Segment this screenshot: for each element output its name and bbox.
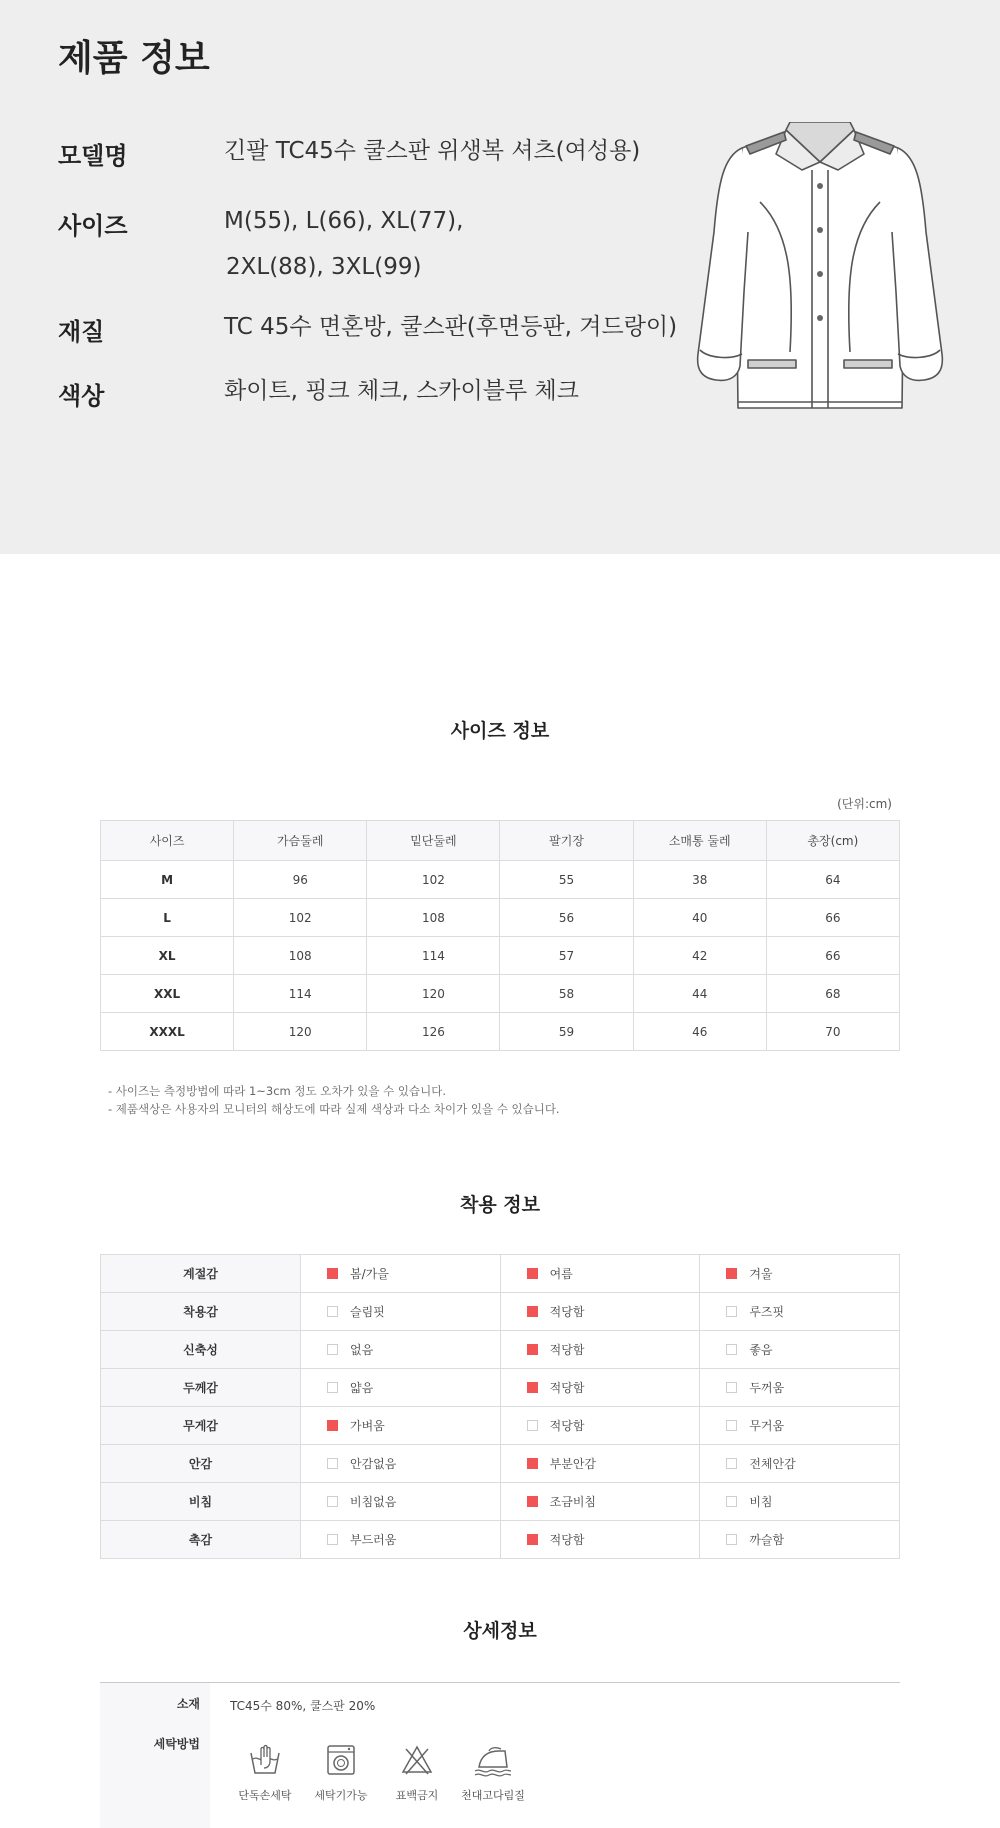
size-cell: M [101,861,234,899]
size-cell: 114 [234,975,367,1013]
fit-option [500,1255,700,1293]
unchecked-square-icon [726,1382,737,1393]
care-caption: 단독손세탁 [238,1789,292,1802]
unchecked-square-icon [726,1458,737,1469]
fit-option-label: 루즈핏 [749,1305,785,1319]
unchecked-square-icon [726,1420,737,1431]
care-caption: 세탁기가능 [314,1789,368,1802]
size-cell: 70 [766,1013,899,1051]
size-cell: 108 [234,937,367,975]
washing-machine-icon [324,1743,358,1777]
jacket-illustration [690,122,950,414]
fit-option [301,1255,501,1293]
table-row [101,1445,900,1483]
fit-table [100,1254,900,1559]
size-table-header: 팔기장 [500,821,633,861]
table-row [101,861,900,899]
care-caption: 천대고다림질 [461,1789,525,1802]
table-row [101,975,900,1013]
unchecked-square-icon [327,1458,338,1469]
size-cell: 102 [367,861,500,899]
checked-square-icon [327,1420,338,1431]
table-row [101,1331,900,1369]
fit-attribute-label: 촉감 [101,1521,301,1559]
care-item-no-bleach [382,1743,452,1803]
fit-option [700,1369,900,1407]
checked-square-icon [527,1534,538,1545]
fit-attribute-label: 안감 [101,1445,301,1483]
size-cell: 68 [766,975,899,1013]
care-item-washing-machine [306,1743,376,1803]
fit-option-label: 두꺼움 [749,1381,785,1395]
size-cell: 42 [633,937,766,975]
fit-option [700,1293,900,1331]
unchecked-square-icon [327,1382,338,1393]
size-table [100,820,900,1051]
size-cell: 55 [500,861,633,899]
no-bleach-icon [400,1743,434,1777]
size-cell: 58 [500,975,633,1013]
fit-option-label: 적당함 [549,1305,585,1319]
fit-option-label: 적당함 [549,1381,585,1395]
product-info-title: 제품 정보 [58,38,210,79]
size-value-line2: 2XL(88), 3XL(99) [226,254,422,280]
table-row [101,1293,900,1331]
fit-attribute-label: 무게감 [101,1407,301,1445]
fit-option [700,1255,900,1293]
fit-option [700,1483,900,1521]
size-cell: XL [101,937,234,975]
size-table-header: 총장(cm) [766,821,899,861]
fit-option [301,1293,501,1331]
table-row [101,1483,900,1521]
fit-option-label: 비침 [749,1495,773,1509]
size-cell: 108 [367,899,500,937]
fit-option-label: 전체안감 [749,1457,796,1471]
fit-attribute-label: 비침 [101,1483,301,1521]
unchecked-square-icon [726,1344,737,1355]
size-cell: 120 [234,1013,367,1051]
size-cell: L [101,899,234,937]
model-name-value: 긴팔 TC45수 쿨스판 위생복 셔츠(여성용) [224,138,641,164]
fit-option [301,1369,501,1407]
fit-option-label: 없음 [350,1343,374,1357]
table-row [101,1521,900,1559]
unchecked-square-icon [726,1496,737,1507]
material-detail-label: 소재 [176,1697,200,1711]
fit-option-label: 적당함 [549,1343,585,1357]
table-row [101,1369,900,1407]
material-value: TC 45수 면혼방, 쿨스판(후면등판, 겨드랑이) [224,314,678,340]
fit-option [500,1293,700,1331]
fit-option-label: 가벼움 [350,1419,385,1433]
fit-attribute-label: 두께감 [101,1369,301,1407]
fit-option-label: 적당함 [549,1533,585,1547]
fit-option [500,1407,700,1445]
fit-option-label: 무거움 [749,1419,785,1433]
unchecked-square-icon [327,1344,338,1355]
size-table-header-row [101,821,900,861]
unchecked-square-icon [726,1306,737,1317]
fit-option-label: 좋음 [749,1343,773,1357]
wash-method-label: 세탁방법 [153,1737,200,1751]
care-item-hand-wash [230,1743,300,1803]
unchecked-square-icon [327,1534,338,1545]
size-cell: 102 [234,899,367,937]
size-cell: 66 [766,937,899,975]
size-cell: 46 [633,1013,766,1051]
hand-wash-icon [248,1743,282,1777]
size-cell: 44 [633,975,766,1013]
unchecked-square-icon [527,1420,538,1431]
size-table-header: 밑단둘레 [367,821,500,861]
size-cell: 120 [367,975,500,1013]
table-row [101,1255,900,1293]
fit-option-label: 여름 [549,1267,573,1281]
care-item-iron-with-cloth [458,1743,528,1803]
size-info-heading: 사이즈 정보 [450,720,550,742]
fit-option [301,1331,501,1369]
size-value-line1: M(55), L(66), XL(77), [224,208,464,234]
size-note: - 사이즈는 측정방법에 따라 1~3cm 정도 오차가 있을 수 있습니다. [108,1084,447,1098]
fit-option-label: 부분안감 [549,1457,597,1471]
fit-option-label: 조금비침 [549,1495,597,1509]
fit-option-label: 안감없음 [350,1457,397,1471]
fit-attribute-label: 신축성 [101,1331,301,1369]
size-table-header: 소매통 둘레 [633,821,766,861]
fit-option-label: 봄/가을 [350,1267,389,1281]
size-table-header: 가슴둘레 [234,821,367,861]
size-notes [108,1082,560,1118]
fit-option [500,1331,700,1369]
size-label: 사이즈 [58,212,128,240]
checked-square-icon [527,1268,538,1279]
fit-option [301,1445,501,1483]
fit-option [700,1407,900,1445]
care-caption: 표백금지 [395,1789,439,1802]
fit-option [301,1483,501,1521]
unchecked-square-icon [327,1306,338,1317]
size-cell: 56 [500,899,633,937]
material-detail-value: TC45수 80%, 쿨스판 20% [230,1699,376,1713]
size-cell: XXL [101,975,234,1013]
unchecked-square-icon [726,1534,737,1545]
fit-option [301,1521,501,1559]
fit-option-label: 슬림핏 [350,1305,385,1319]
checked-square-icon [527,1344,538,1355]
fit-option-label: 겨울 [749,1267,773,1281]
detail-info-box [100,1682,900,1828]
fit-option-label: 비침없음 [350,1495,397,1509]
fit-option [301,1407,501,1445]
table-row [101,1013,900,1051]
unit-note: (단위:cm) [837,797,892,811]
table-row [101,937,900,975]
fit-option [700,1521,900,1559]
material-label: 재질 [58,318,105,346]
checked-square-icon [327,1268,338,1279]
size-cell: 38 [633,861,766,899]
checked-square-icon [726,1268,737,1279]
size-cell: XXXL [101,1013,234,1051]
checked-square-icon [527,1496,538,1507]
size-cell: 59 [500,1013,633,1051]
fit-info-heading: 착용 정보 [459,1194,541,1216]
fit-option [500,1483,700,1521]
size-cell: 114 [367,937,500,975]
fit-option [700,1331,900,1369]
detail-info-heading: 상세정보 [463,1620,537,1642]
model-name-label: 모델명 [58,142,128,170]
size-cell: 96 [234,861,367,899]
size-cell: 57 [500,937,633,975]
checked-square-icon [527,1458,538,1469]
size-cell: 40 [633,899,766,937]
size-cell: 66 [766,899,899,937]
fit-option [500,1521,700,1559]
table-row [101,899,900,937]
fit-option [500,1445,700,1483]
checked-square-icon [527,1306,538,1317]
color-value: 화이트, 핑크 체크, 스카이블루 체크 [224,378,579,404]
fit-attribute-label: 계절감 [101,1255,301,1293]
fit-option-label: 까슬함 [749,1533,785,1547]
fit-option [500,1369,700,1407]
fit-option-label: 부드러움 [350,1533,397,1547]
size-note: - 제품색상은 사용자의 모니터의 해상도에 따라 실제 색상과 다소 차이가 있을 수 있습니다. [108,1102,560,1116]
fit-attribute-label: 착용감 [101,1293,301,1331]
size-table-header: 사이즈 [101,821,234,861]
color-label: 색상 [58,382,105,410]
product-info-section [0,0,1000,554]
table-row [101,1407,900,1445]
fit-option-label: 얇음 [350,1381,374,1395]
checked-square-icon [527,1382,538,1393]
size-cell: 126 [367,1013,500,1051]
fit-option-label: 적당함 [549,1419,585,1433]
unchecked-square-icon [327,1496,338,1507]
iron-with-cloth-icon [473,1743,513,1777]
fit-option [700,1445,900,1483]
size-cell: 64 [766,861,899,899]
